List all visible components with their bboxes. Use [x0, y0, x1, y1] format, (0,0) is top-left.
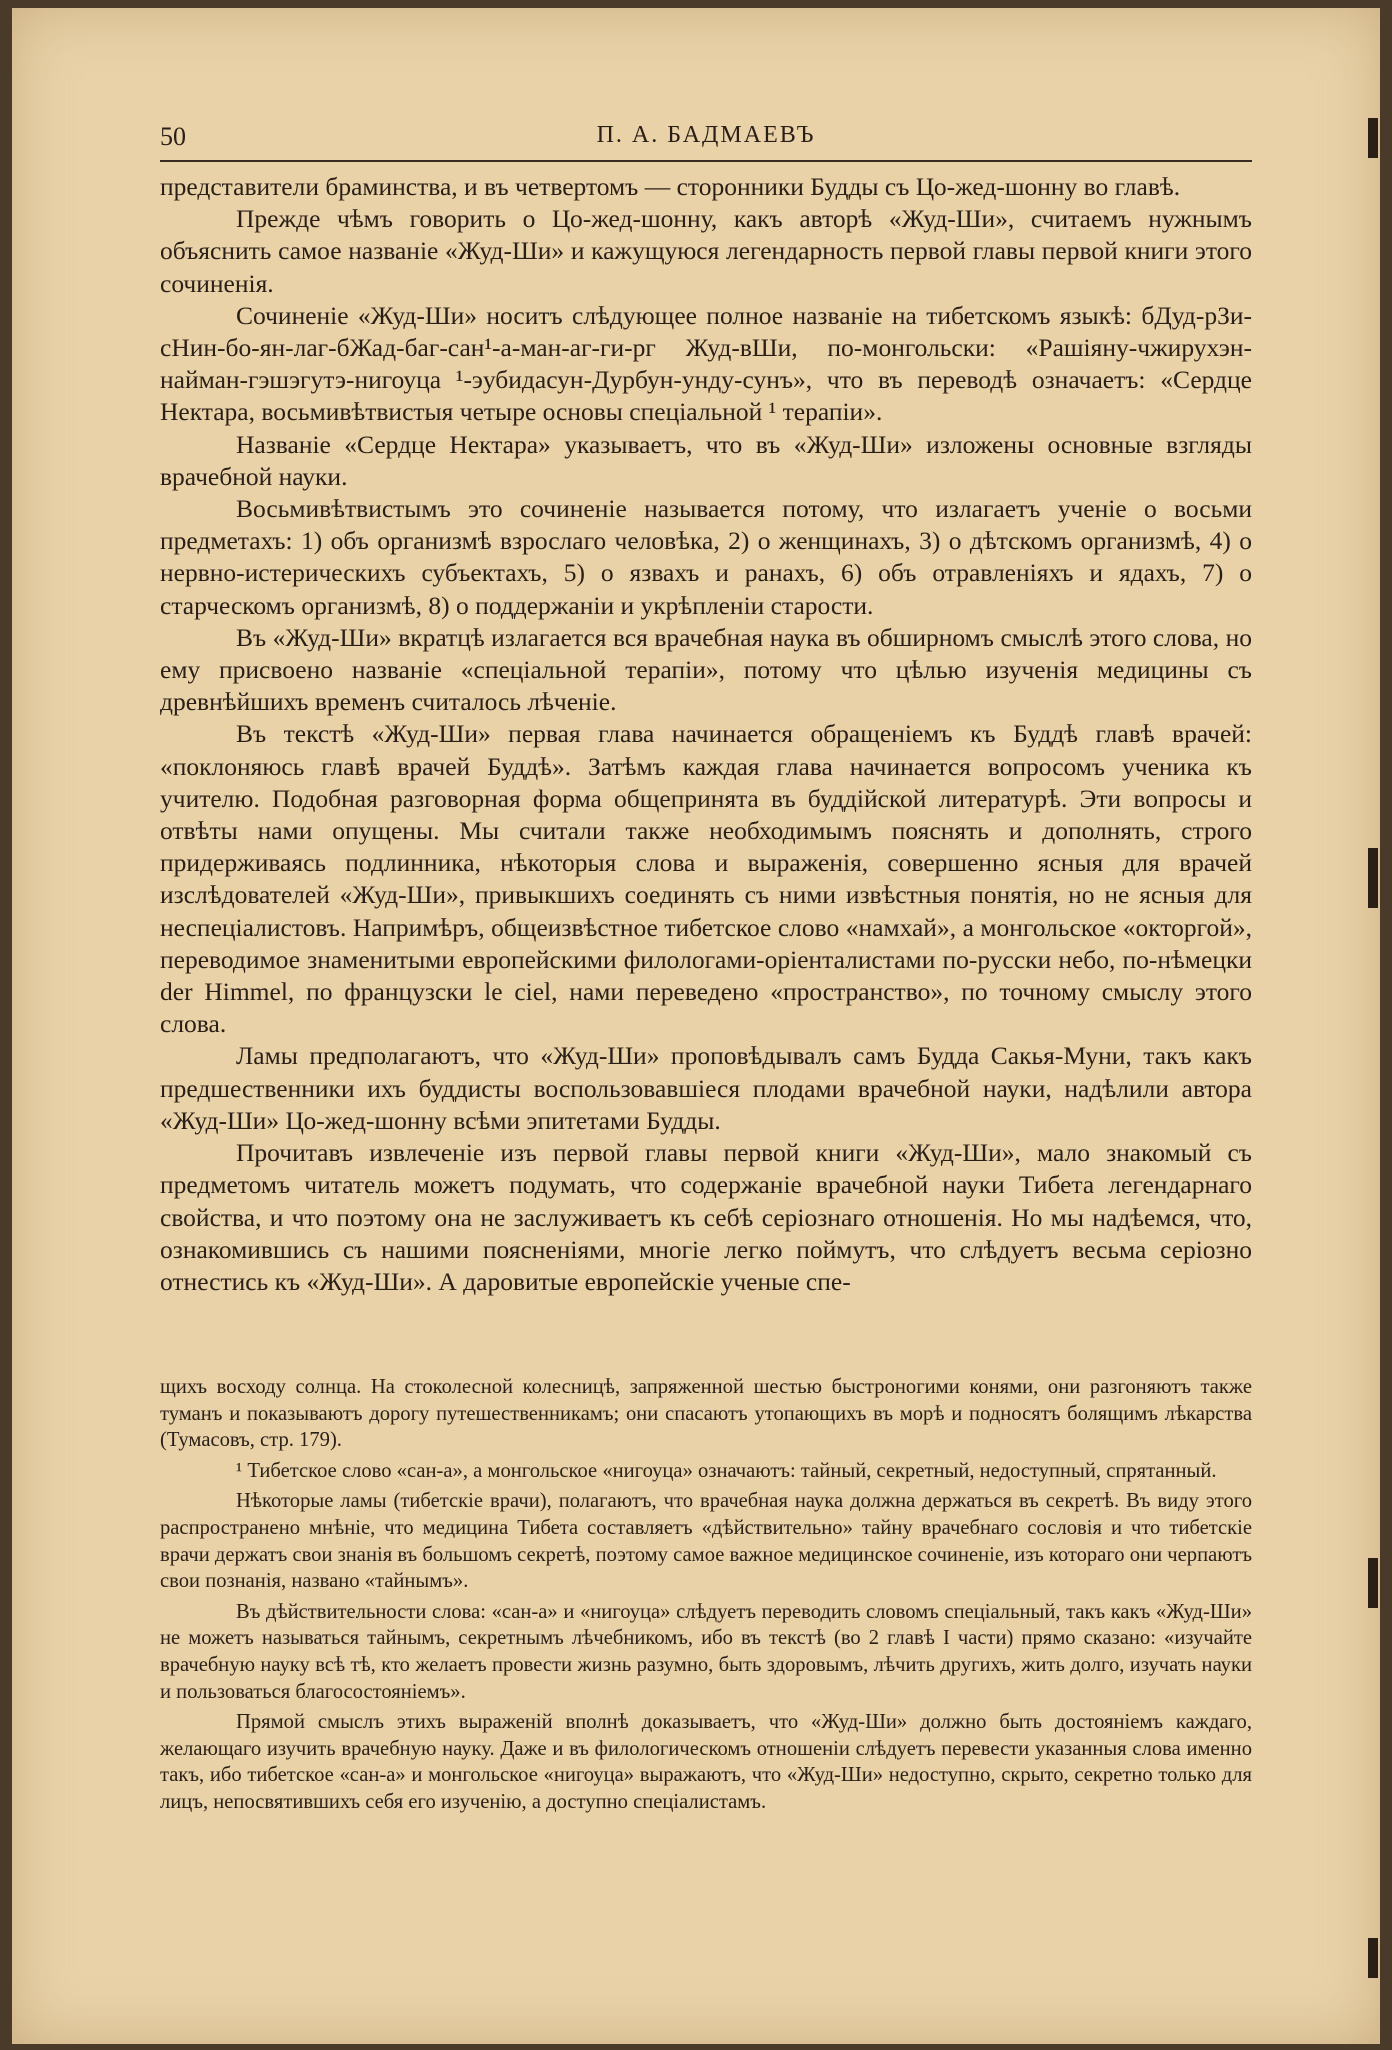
- paragraph: Сочиненіе «Жуд-Ши» носитъ слѣдующее полное названіе на тибетскомъ языкѣ: бДуд-рЗи-сНин-бо-ян-лаг-бЖад-баг-сан¹-а-ман-аг-ги-рг Жуд-вШи, по-монгольски: «Рашіяну-чжирухэн-найман-гэшэгутэ-нигоуца ¹-эубидасун-Дурбун-унду-сунъ», что въ переводѣ означаетъ: «Сердце Нектара, восьмивѣтвистыя четыре основы спеціальной ¹ терапіи».: [160, 300, 1252, 427]
- page-edge-mark: [1368, 848, 1378, 908]
- footnote: ¹ Тибетское слово «сан-а», а монгольское «нигоуца» означаютъ: тайный, секретный, недоступный, спрятанный.: [236, 1459, 1217, 1482]
- paragraph: Названіе «Сердце Нектара» указываетъ, что въ «Жуд-Ши» изложены основные взгляды врачебной науки.: [160, 429, 1252, 491]
- footnotes: [160, 1374, 1252, 1820]
- page-edge-mark: [1368, 118, 1378, 158]
- paragraph: Ламы предполагаютъ, что «Жуд-Ши» проповѣдывалъ самъ Будда Сакья-Муни, такъ какъ предшественники ихъ буддисты воспользовавшіеся плодами врачебной науки, надѣлили автора «Жуд-Ши» Цо-жед-шонну всѣми эпитетами Будды.: [160, 1041, 1252, 1135]
- page-header: [160, 120, 1252, 162]
- paragraph: Прежде чѣмъ говорить о Цо-жед-шонну, какъ авторѣ «Жуд-Ши», считаемъ нужнымъ объяснить самое названіе «Жуд-Ши» и кажущуюся легендарность первой главы первой книги этого сочиненія.: [160, 204, 1252, 298]
- page-edge-mark: [1368, 1558, 1378, 1608]
- paragraph: Въ текстѣ «Жуд-Ши» первая глава начинается обращеніемъ къ Буддѣ главѣ врачей: «поклоняюсь главѣ врачей Буддѣ». Затѣмъ каждая глава начинается вопросомъ ученика къ учителю. Подобная разговорная форма общепринята въ буддійской литературѣ. Эти вопросы и отвѣты нами опущены. Мы считали также необходимымъ пояснять и дополнять, строго придерживаясь подлинника, нѣкоторыя слова и выраженія, совершенно ясныя для врачей изслѣдователей «Жуд-Ши», привыкшихъ соединять съ ними извѣстныя понятія, но не ясныя для неспеціалистовъ. Напримѣръ, общеизвѣстное тибетское слово «намхай», а монгольское «окторгой», переводимое знаменитыми европейскими филологами-оріенталистами по-русски небо, по-нѣмецки der Himmel, по французски le ciel, нами переведено «пространство», по точному смыслу этого слова.: [160, 719, 1252, 1039]
- page-edge-mark: [1368, 1938, 1378, 1978]
- paragraph: Прочитавъ извлеченіе изъ первой главы первой книги «Жуд-Ши», мало знакомый съ предметомъ читатель можетъ подумать, что содержаніе врачебной науки Тибета легендарнаго свойства, и что поэтому она не заслуживаетъ къ себѣ серіознаго отношенія. Но мы надѣемся, что, ознакомившись съ нашими поясненіями, многіе легко поймутъ, что слѣдуетъ весьма серіозно отнестись къ «Жуд-Ши». А даровитые европейскіе ученые спе-: [160, 1138, 1252, 1296]
- footnote: Въ дѣйствительности слова: «сан-а» и «нигоуца» слѣдуетъ переводить словомъ спеціальный, такъ какъ «Жуд-Ши» не можетъ называться тайнымъ, секретнымъ лѣчебникомъ, ибо въ текстѣ (во 2 главѣ I части) прямо сказано: «изучайте врачебную науку всѣ тѣ, кто желаетъ провести жизнь разумно, быть здоровымъ, лѣчить другихъ, жить долго, изучать науки и пользоваться благосостояніемъ».: [160, 1600, 1252, 1703]
- main-text: [160, 171, 1252, 1298]
- footnote: Нѣкоторые ламы (тибетскіе врачи), полагаютъ, что врачебная наука должна держаться въ секретѣ. Въ виду этого распространено мнѣніе, что медицина Тибета составляетъ «дѣйствительно» тайну врачебнаго сословія и что тибетскіе врачи держатъ свои знанія въ большомъ секретѣ, поэтому самое важное медицинское сочиненіе, изъ котораго они черпаютъ свои познанія, названо «тайнымъ».: [160, 1490, 1252, 1593]
- page-number: 50: [160, 122, 186, 151]
- book-page: [12, 8, 1380, 2044]
- running-head: П. А. БАДМАЕВЪ: [596, 122, 816, 148]
- footnote: щихъ восходу солнца. На стоколесной колесницѣ, запряженной шестью быстроногими конями, они разгоняютъ также туманъ и показываютъ дорогу путешественникамъ; они спасаютъ утопающихъ въ морѣ и подносятъ болящимъ лѣкарства (Тумасовъ, стр. 179).: [160, 1376, 1252, 1452]
- paragraph: Въ «Жуд-Ши» вкратцѣ излагается вся врачебная наука въ обширномъ смыслѣ этого слова, но ему присвоено названіе «спеціальной терапіи», потому что цѣлью изученія медицины съ древнѣйшихъ временъ считалось лѣченіе.: [160, 622, 1252, 717]
- paragraph: представители браминства, и въ четвертомъ — сторонники Будды съ Цо-жед-шонну во главѣ.: [160, 172, 1181, 201]
- paragraph: Восьмивѣтвистымъ это сочиненіе называется потому, что излагаетъ ученіе о восьми предметахъ: 1) объ организмѣ взрослаго человѣка, 2) о женщинахъ, 3) о дѣтскомъ организмѣ, 4) о нервно-истерическихъ субъектахъ, 5) о язвахъ и ранахъ, 6) объ отравленіяхъ и ядахъ, 7) о старческомъ организмѣ, 8) о поддержаніи и укрѣпленіи старости.: [160, 494, 1252, 620]
- footnote: Прямой смыслъ этихъ выраженій вполнѣ доказываетъ, что «Жуд-Ши» должно быть достояніемъ каждаго, желающаго изучить врачебную науку. Даже и въ филологическомъ отношеніи слѣдуетъ перевести указанныя слова именно такъ, ибо тибетское «сан-а» и монгольское «нигоуца» выражаютъ, что «Жуд-Ши» недоступно, скрыто, секретно только для лицъ, непосвятившихъ себя его изученію, а доступно спеціалистамъ.: [160, 1711, 1252, 1813]
